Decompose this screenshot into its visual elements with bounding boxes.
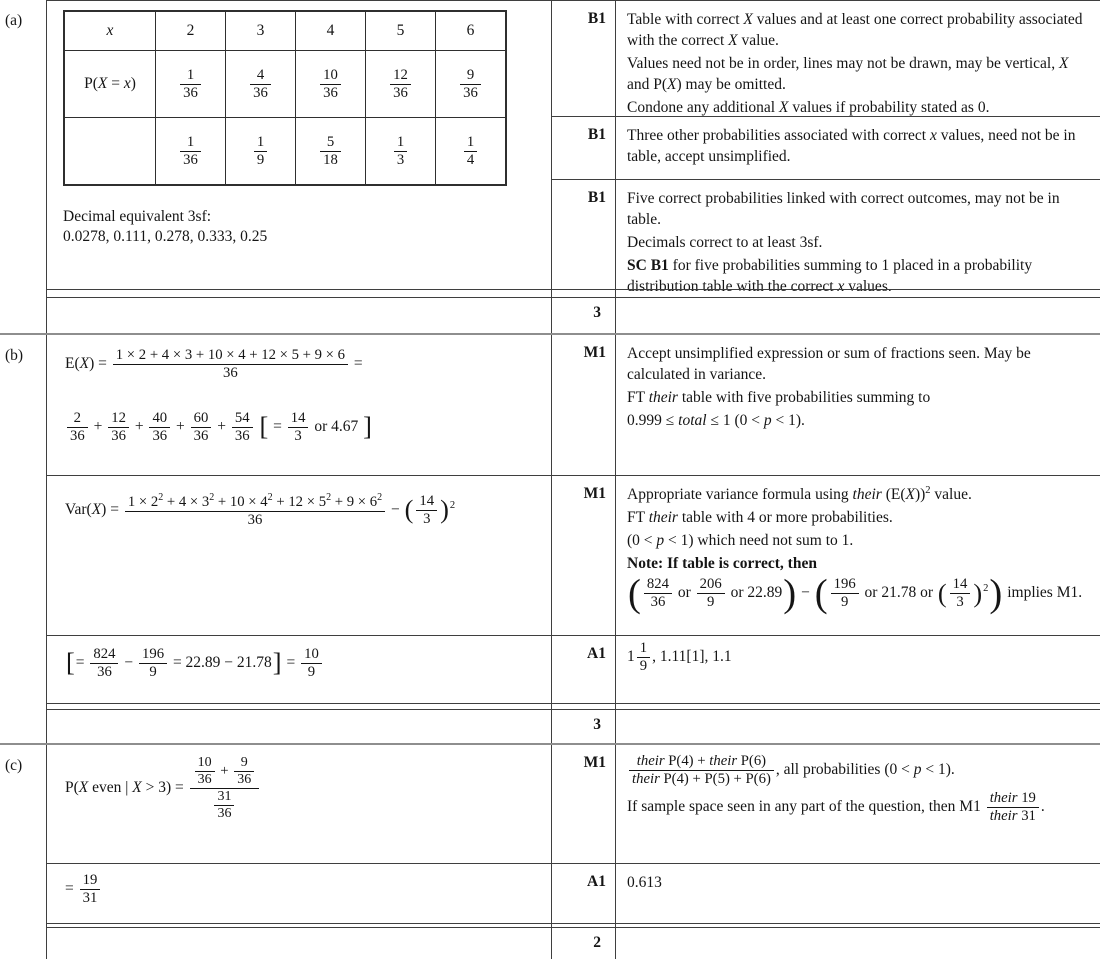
answer-cell-b3 (46, 635, 551, 703)
part-label-b: (b) (5, 347, 24, 364)
table-cell: $\frac{4}{36}$ (226, 51, 296, 118)
empty-cell (615, 297, 1100, 333)
table-probability-row (64, 51, 506, 118)
guidance-cell: $\frac{\text{their P(4) + their P(6)}}{\text{their P(4) + P(5) + P(6)}}$ , all probabilities (0 < p < 1). If sample space seen in any part of the question, then M1 $\frac{\text{their 19}}{\text{their 31}}$ . (615, 745, 1100, 863)
table-cell: $\frac{12}{36}$ (366, 51, 436, 118)
table-cell: $\frac{5}{18}$ (296, 118, 366, 186)
spacer-cell (615, 289, 1100, 297)
mark-code: M1 (551, 475, 615, 635)
empty-cell (46, 709, 551, 743)
empty-cell (46, 297, 551, 333)
table-header-value: 2 (156, 11, 226, 51)
table-header-value: 3 (226, 11, 296, 51)
expected-value-sum: $\frac{2}{36}$ + $\frac{12}{36}$ + $\frac{40}{36}$ + $\frac{60}{36}$ + $\frac{54}{36}$ [ = $\frac{14}{3}$ or 4.67 ] (65, 410, 551, 445)
section-part-c (0, 745, 1100, 959)
table-cell: $\frac{10}{36}$ (296, 51, 366, 118)
part-label-a: (a) (5, 12, 23, 29)
guidance-cell: Accept unsimplified expression or sum of fractions seen. May be calculated in variance. FT their table with five probabilities summing to 0.999 ≤ total ≤ 1 (0 < p < 1). (615, 335, 1100, 475)
table-cell: $\frac{1}{36}$ (156, 118, 226, 186)
mark-code: M1 (551, 335, 615, 475)
table-header-row (64, 11, 506, 51)
spacer-cell (551, 289, 615, 297)
total-marks-a: 3 (551, 297, 615, 333)
table-header-value: 5 (366, 11, 436, 51)
table-cell: $\frac{1}{36}$ (156, 51, 226, 118)
table-cell: $\frac{1}{9}$ (226, 118, 296, 186)
table-header-value: 4 (296, 11, 366, 51)
spacer-cell (46, 289, 551, 297)
table-row-label: P(X = x) (64, 51, 156, 118)
table-header-x: x (64, 11, 156, 51)
decimal-note-line1: Decimal equivalent 3sf: (63, 208, 212, 225)
variance-formula: Var(X) = $\frac{1 \times 2^2 + 4 \times 3^2 + 10 \times 4^2 + 12 \times 5^2 + 9 \times 6^2}{36}$ − ( $\frac{14}{3}$ )$^2$ (65, 492, 456, 528)
guidance-cell: Three other probabilities associated with correct x values, need not be in table, accept unsimplified. (615, 116, 1100, 179)
mark-code: A1 (551, 863, 615, 923)
mark-code: M1 (551, 745, 615, 863)
answer-cell-b1 (46, 335, 551, 475)
table-simplified-row (64, 118, 506, 186)
table-cell: $\frac{1}{3}$ (366, 118, 436, 186)
mark-code: B1 (551, 179, 615, 289)
guidance-cell: 1 $\frac{1}{9}$ , 1.11[1], 1.1 (615, 635, 1100, 703)
answer-cell-c1 (46, 745, 551, 863)
mark-code: A1 (551, 635, 615, 703)
empty-cell (615, 927, 1100, 959)
table-header-value: 6 (436, 11, 507, 51)
mark-code: B1 (551, 116, 615, 179)
guidance-cell: Table with correct X values and at least one correct probability associated with the correct X value. Values need not be in order, lines may not be drawn, may be vertical, X and P(X) may be omitted. Condone any additional X values if probability stated as 0. (615, 0, 1100, 116)
table-row-label-empty (64, 118, 156, 186)
part-label-c: (c) (5, 757, 23, 774)
expected-value-formula: E(X) = $\frac{1 \times 2 + 4 \times 3 + 10 \times 4 + 12 \times 5 + 9 \times 6}{36}$ = (65, 347, 363, 381)
table-cell: $\frac{9}{36}$ (436, 51, 507, 118)
probability-table (63, 10, 507, 186)
guidance-cell: Appropriate variance formula using their $(E(X))^2$ value. FT their table with 4 or more probabilities. (0 < p < 1) which need not sum to 1. Note: If table is correct, then ( $\frac{824}{36}$ or $\frac{206}{9}$ or 22.89) − ( $\frac{196}{9}$ or 21.78 or ( $\frac{14}{3}$ )$^2$) implies M1. (615, 475, 1100, 635)
variance-result: [= $\frac{824}{36}$ − $\frac{196}{9}$ = 22.89 − 21.78] = $\frac{10}{9}$ (65, 646, 551, 681)
conditional-probability-result: = $\frac{19}{31}$ (65, 872, 551, 907)
answer-cell-a (46, 0, 551, 289)
section-part-b (0, 335, 1100, 745)
empty-cell (615, 709, 1100, 743)
answer-cell-b2 (46, 475, 551, 635)
table-cell: $\frac{1}{4}$ (436, 118, 507, 186)
empty-cell (46, 927, 551, 959)
decimal-note-line2: 0.0278, 0.111, 0.278, 0.333, 0.25 (63, 228, 268, 245)
answer-cell-c2 (46, 863, 551, 923)
guidance-cell: Five correct probabilities linked with correct outcomes, may not be in table. Decimals correct to at least 3sf. SC B1 for five probabilities summing to 1 placed in a probability distribution table with the correct x values. (615, 179, 1100, 289)
total-marks-b: 3 (551, 709, 615, 743)
section-part-a (0, 0, 1100, 335)
conditional-probability-formula: P(X even | X > 3) = $\frac{10}{36}$ + $\frac{9}{36}$ $\frac{31}{36}$ (65, 755, 551, 822)
mark-code: B1 (551, 0, 615, 116)
total-marks-c: 2 (551, 927, 615, 959)
guidance-cell: 0.613 (615, 863, 1100, 923)
